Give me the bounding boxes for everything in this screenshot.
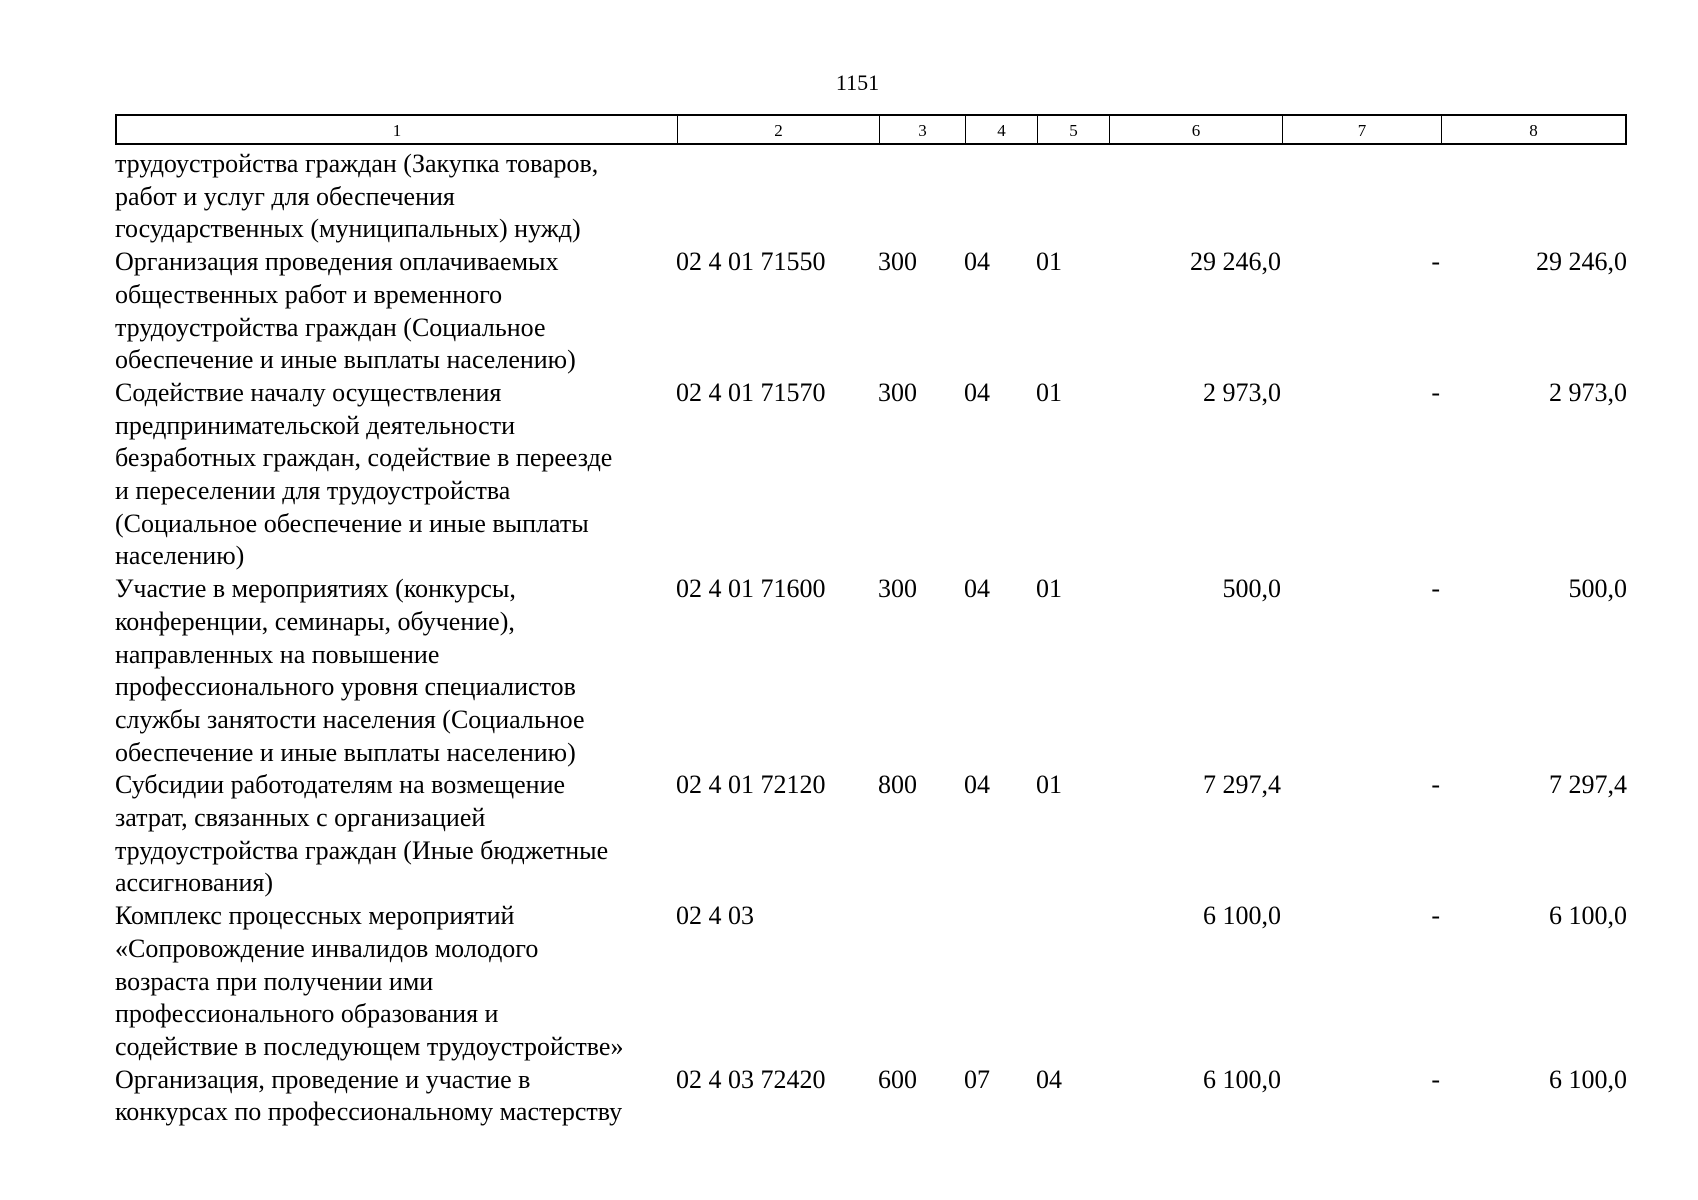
description-line: конференции, семинары, обучение), (115, 606, 515, 636)
row-description (115, 246, 676, 377)
amount-col-7 (1281, 573, 1440, 769)
amount-col-8: 500,0 (1568, 574, 1627, 604)
table-row (115, 769, 1627, 900)
budget-code: 02 4 01 71570 (676, 377, 826, 407)
description-line: Организация, проведение и участие в (115, 1064, 531, 1094)
table-row (115, 148, 1627, 246)
table-row (115, 1064, 1627, 1129)
description-line: направленных на повышение (115, 639, 440, 669)
subsection: 01 (1036, 574, 1062, 604)
header-col-2: 2 (678, 116, 880, 143)
description-line: работ и услуг для обеспечения (115, 181, 455, 211)
amount-col-6: 6 100,0 (1203, 1064, 1281, 1094)
description-line: содействие в последующем трудоустройстве» (115, 1031, 624, 1061)
table-body (115, 148, 1627, 1129)
amount-col-8: 6 100,0 (1549, 1064, 1627, 1094)
dash-value: - (1431, 770, 1440, 800)
amount-col-8: 6 100,0 (1549, 901, 1627, 931)
expense-type (878, 148, 964, 246)
row-description (115, 573, 676, 769)
header-col-5: 5 (1038, 116, 1110, 143)
description-line: Субсидии работодателям на возмещение (115, 770, 566, 800)
description-line: Участие в мероприятиях (конкурсы, (115, 574, 516, 604)
description-line: профессионального уровня специалистов (115, 672, 576, 702)
budget-code: 02 4 03 72420 (676, 1064, 826, 1094)
row-description (115, 769, 676, 900)
subsection: 01 (1036, 770, 1062, 800)
description-line: затрат, связанных с организацией (115, 803, 486, 833)
table-header (115, 114, 1627, 145)
budget-code: 02 4 01 71600 (676, 574, 826, 604)
description-line: Комплекс процессных мероприятий (115, 901, 515, 931)
dash-value: - (1431, 377, 1440, 407)
description-line: населению) (115, 541, 245, 571)
page-number: 1151 (835, 70, 880, 95)
description-line: ассигнования) (115, 868, 274, 898)
row-description (115, 1064, 676, 1129)
description-line: безработных граждан, содействие в переезде (115, 443, 613, 473)
description-line: общественных работ и временного (115, 279, 503, 309)
description-line: государственных (муниципальных) нужд) (115, 214, 581, 244)
subsection: 01 (1036, 247, 1062, 277)
header-col-4: 4 (966, 116, 1038, 143)
amount-col-6: 29 246,0 (1190, 247, 1281, 277)
budget-code: 02 4 01 71550 (676, 247, 826, 277)
row-description (115, 377, 676, 573)
amount-col-6 (1108, 148, 1281, 246)
description-line: трудоустройства граждан (Иные бюджетные (115, 835, 609, 865)
header-col-1: 1 (117, 116, 678, 143)
description-line: обеспечение и иные выплаты населению) (115, 345, 576, 375)
budget-code (676, 148, 878, 246)
amount-col-6: 6 100,0 (1203, 901, 1281, 931)
header-col-7: 7 (1283, 116, 1442, 143)
header-col-8: 8 (1529, 121, 1538, 140)
expense-type: 300 (878, 574, 917, 604)
description-line: возраста при получении ими (115, 966, 434, 996)
budget-code: 02 4 03 (676, 901, 754, 931)
description-line: трудоустройства граждан (Социальное (115, 312, 546, 342)
table-row (115, 573, 1627, 769)
amount-col-8 (1440, 148, 1627, 246)
table-row (115, 377, 1627, 573)
header-col-3: 3 (880, 116, 966, 143)
description-line: конкурсах по профессиональному мастерству (115, 1097, 623, 1127)
amount-col-7 (1281, 377, 1440, 573)
amount-col-8: 7 297,4 (1549, 770, 1627, 800)
section: 04 (964, 574, 990, 604)
row-description (115, 900, 676, 1064)
amount-col-7 (1281, 246, 1440, 377)
description-line: «Сопровождение инвалидов молодого (115, 933, 539, 963)
amount-col-7 (1281, 900, 1440, 1064)
description-line: обеспечение и иные выплаты населению) (115, 737, 576, 767)
subsection: 04 (1036, 1064, 1062, 1094)
expense-type: 800 (878, 770, 917, 800)
subsection (1036, 148, 1108, 246)
expense-type: 600 (878, 1064, 917, 1094)
section: 04 (964, 247, 990, 277)
expense-type: 300 (878, 377, 917, 407)
section (964, 900, 1036, 1064)
expense-type (878, 900, 964, 1064)
description-line: и переселении для трудоустройства (115, 476, 511, 506)
table-row (115, 900, 1627, 1064)
description-line: трудоустройства граждан (Закупка товаров, (115, 149, 599, 178)
amount-col-6: 500,0 (1222, 574, 1281, 604)
section (964, 148, 1036, 246)
amount-col-7 (1281, 148, 1440, 246)
section: 04 (964, 377, 990, 407)
section: 07 (964, 1064, 990, 1094)
description-line: предпринимательской деятельности (115, 410, 515, 440)
description-line: профессионального образования и (115, 999, 499, 1029)
table-row (115, 246, 1627, 377)
dash-value: - (1431, 574, 1440, 604)
description-line: службы занятости населения (Социальное (115, 704, 585, 734)
header-col-6: 6 (1110, 116, 1283, 143)
amount-col-6: 2 973,0 (1203, 377, 1281, 407)
dash-value: - (1431, 247, 1440, 277)
description-line: Содействие началу осуществления (115, 377, 502, 407)
amount-col-6: 7 297,4 (1203, 770, 1281, 800)
expense-type: 300 (878, 247, 917, 277)
amount-col-8: 2 973,0 (1549, 377, 1627, 407)
dash-value: - (1431, 1064, 1440, 1094)
section: 04 (964, 770, 990, 800)
description-line: (Социальное обеспечение и иные выплаты (115, 508, 589, 538)
description-line: Организация проведения оплачиваемых (115, 247, 559, 277)
budget-code: 02 4 01 72120 (676, 770, 826, 800)
row-description (115, 148, 676, 246)
subsection (1036, 900, 1108, 1064)
amount-col-7 (1281, 1064, 1440, 1129)
amount-col-8: 29 246,0 (1536, 247, 1627, 277)
subsection: 01 (1036, 377, 1062, 407)
amount-col-7 (1281, 769, 1440, 900)
dash-value: - (1431, 901, 1440, 931)
